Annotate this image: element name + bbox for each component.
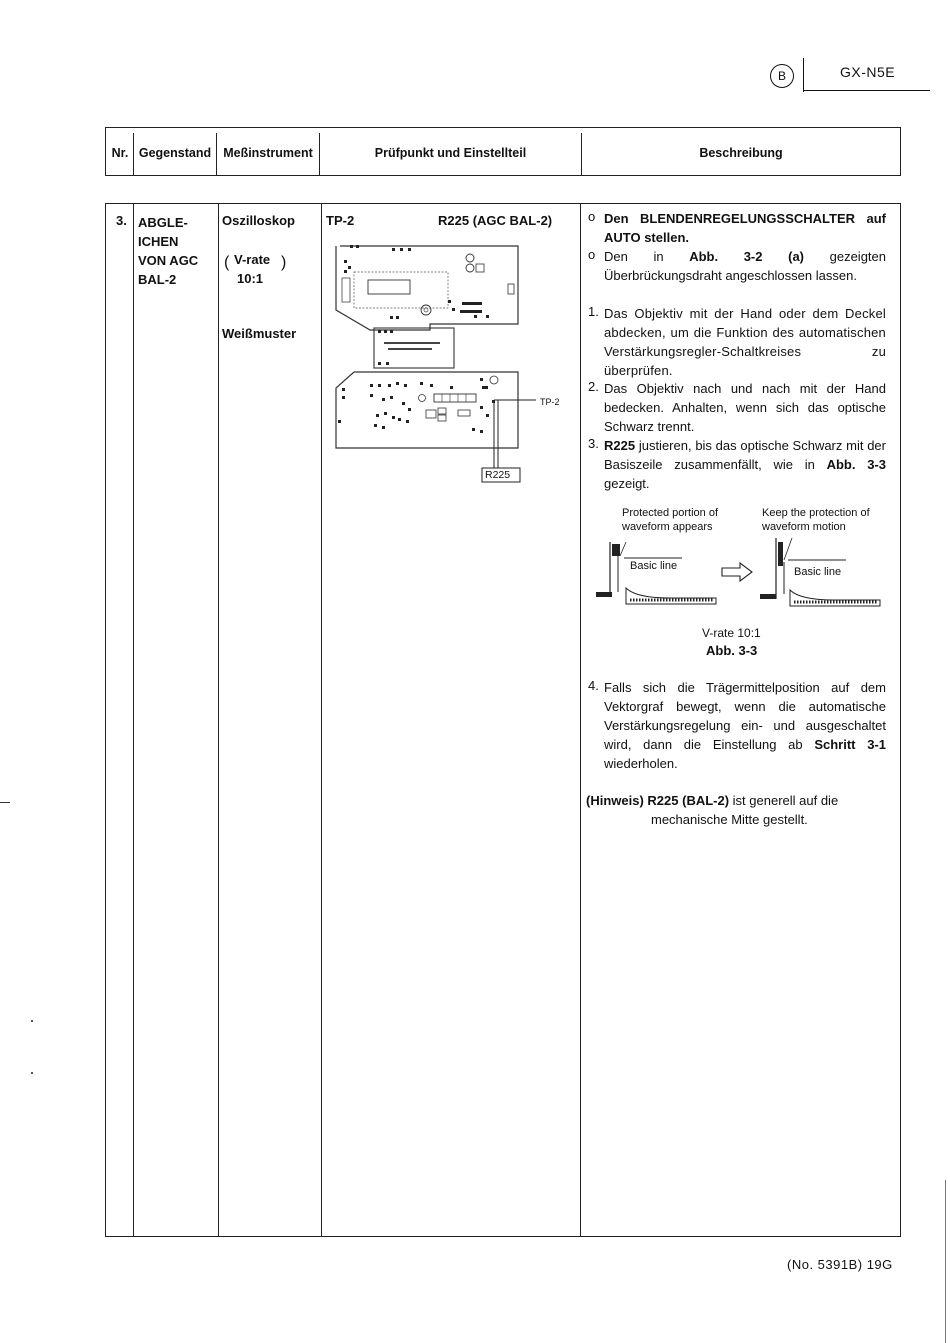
left-caption-line: waveform appears (622, 521, 713, 533)
step-3-ref: Abb. 3-3 (826, 457, 886, 472)
step-3-body: justieren, bis das optische Schwarz mit der Basiszeile zusammenfällt, wie in (604, 438, 886, 472)
right-basic-line-label: Basic line (794, 566, 842, 578)
scan-mark (31, 1020, 33, 1022)
gegenstand-text (138, 213, 198, 289)
right-caption (762, 506, 870, 534)
vrate-label: V-rate (234, 252, 271, 267)
vrate-value: 10:1 (237, 271, 264, 286)
bullet-2-ref: Abb. 3-2 (689, 249, 763, 264)
note-body: ist generell auf die (729, 793, 839, 808)
note-text (586, 791, 888, 810)
step-3-bold: R225 (604, 438, 636, 453)
paren-open: ( (224, 254, 230, 271)
step-number: 3. (588, 436, 599, 451)
pattern-name: Weißmuster (222, 326, 297, 341)
bullet-2-post: gezeigten Überbrückungsdraht angeschlossen lassen. (604, 249, 886, 283)
header-underline (803, 90, 930, 91)
pcb-drawing (330, 238, 575, 488)
header-messinstrument: Meßinstrument (223, 146, 313, 160)
left-basic-line-label: Basic line (630, 560, 678, 572)
step-3-text (604, 436, 886, 493)
step-4-body: Falls sich die Trägermittelposition auf dem Vektorgraf bewegt, wenn die automatische Verstärkungsregelung ein- und ausgeschaltet wird, dann die Einstellung ab (604, 680, 886, 752)
step-1-text: Das Objektiv mit der Hand oder dem Deckel abdecken, um die Funktion des automatischen Verstärkungsregler-Schaltkreises zu überprüfen. (604, 306, 886, 378)
step-number: 4. (588, 678, 599, 693)
scan-mark (0, 802, 10, 803)
step-2-text: Das Objektiv nach und nach mit der Hand bedecken. Anhalten, wenn sich das optische Schwarz trennt. (604, 381, 886, 434)
paren-close: ) (281, 254, 287, 271)
step-number: 2. (588, 379, 599, 394)
scan-edge (945, 1180, 946, 1343)
header-beschreibung: Beschreibung (699, 146, 783, 160)
step-3-end: gezeigt. (604, 476, 650, 491)
right-caption-line: Keep the protection of (762, 507, 870, 519)
bullet-2-pre: Den in (604, 249, 690, 264)
note-bold: R225 (BAL-2) (647, 793, 730, 808)
left-caption-line: Protected portion of (622, 507, 719, 519)
gegenstand-line: ABGLE- (138, 215, 188, 230)
row-number: 3. (116, 213, 127, 228)
gegenstand-line: BAL-2 (138, 272, 177, 287)
tp2-diagram-label: TP-2 (540, 397, 560, 407)
test-point: TP-2 (326, 213, 355, 228)
page-reference: (No. 5391B) 19G (787, 1257, 893, 1272)
model-number: GX-N5E (840, 64, 896, 80)
r225-diagram-label: R225 (485, 469, 511, 481)
left-caption (622, 506, 718, 534)
gegenstand-line: VON AGC (138, 253, 199, 268)
scan-mark (31, 1072, 33, 1074)
bullet-1-text: Den BLENDENREGELUNGSSCHALTER auf AUTO stellen. (604, 211, 886, 245)
step-4-end: wiederholen. (604, 756, 678, 771)
gegenstand-line: ICHEN (138, 234, 179, 249)
header-gegenstand: Gegenstand (138, 146, 212, 160)
step-number: 1. (588, 304, 599, 319)
bullet-2-text (604, 247, 886, 285)
waveform-drawing (590, 532, 890, 612)
step-4-ref: Schritt 3-1 (814, 737, 886, 752)
control-name: R225 (AGC BAL-2) (438, 213, 553, 228)
header-pruefpunkt: Prüfpunkt und Einstellteil (374, 146, 527, 160)
header-divider (803, 58, 804, 92)
bullet-mark: o (588, 209, 596, 224)
pcb-diagram (330, 238, 575, 488)
note-line-2: mechanische Mitte gestellt. (651, 812, 808, 827)
waveform-figure (590, 504, 898, 664)
header-nr: Nr. (111, 146, 129, 160)
right-caption-line: waveform motion (762, 521, 846, 533)
instrument-name: Oszilloskop (222, 213, 295, 228)
step-4-text (604, 678, 886, 773)
bullet-mark: o (588, 247, 596, 262)
note-label: (Hinweis) (586, 793, 644, 808)
figure-vrate: V-rate 10:1 (702, 626, 761, 640)
circle-b-mark: B (770, 64, 794, 88)
figure-title: Abb. 3-3 (706, 643, 758, 658)
bullet-2-ref-suffix: (a) (762, 249, 804, 264)
